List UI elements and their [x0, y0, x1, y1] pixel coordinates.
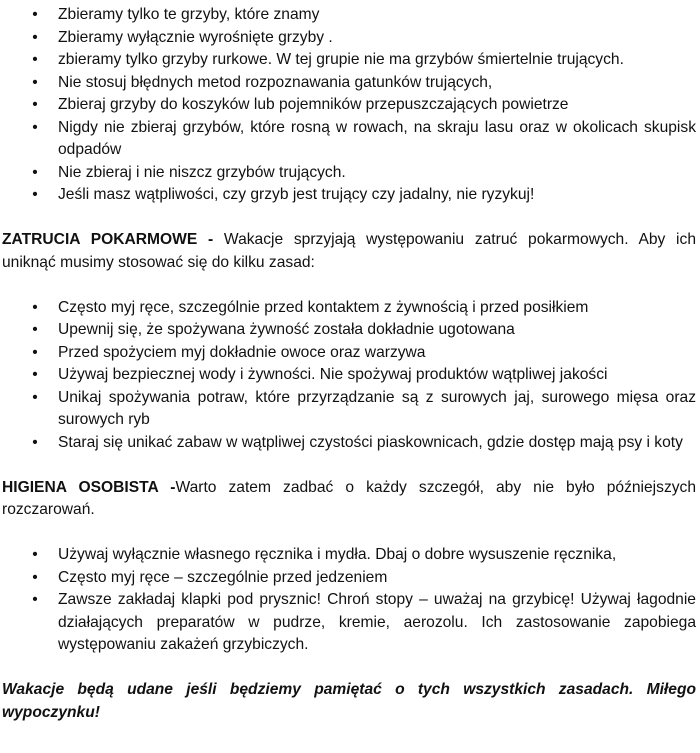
- bullet-icon: [30, 567, 40, 590]
- bullet-icon: [30, 297, 40, 320]
- food-poisoning-intro: Wakacje sprzyjają występowaniu zatruć pokarmowych. Aby ich uniknąć musimy stosować się do kilku zasad:: [2, 231, 696, 271]
- list-item: • Zawsze zakładaj klapki pod prysznic! Chroń stopy – uważaj na grzybicę! Używaj łagodnie działających preparatów w pudrze, kremie, aerozolu. Ich zastosowanie zapobiega występowaniu zakażeń grzybiczych.: [2, 589, 696, 657]
- spacer: [2, 657, 696, 680]
- list-item: • Staraj się unikać zabaw w wątpliwej czystości piaskownicach, gdzie dostęp mają psy i koty: [2, 432, 696, 455]
- list-item: • Nie stosuj błędnych metod rozpoznawania gatunków trujących,: [2, 72, 696, 95]
- bullet-icon: [30, 319, 40, 342]
- bullet-icon: [30, 72, 40, 95]
- hygiene-paragraph: [2, 477, 696, 522]
- bullet-icon: [30, 49, 40, 72]
- list-item: • Unikaj spożywania potraw, które przyrządzanie są z surowych jaj, surowego mięsa oraz surowych ryb: [2, 387, 696, 432]
- bullet-icon: [30, 4, 40, 27]
- list-item: • Przed spożyciem myj dokładnie owoce oraz warzywa: [2, 342, 696, 365]
- list-item: • Zbieramy tylko te grzyby, które znamy: [2, 4, 696, 27]
- hygiene-heading: HIGIENA OSOBISTA -: [2, 478, 176, 496]
- bullet-icon: [30, 94, 40, 117]
- bullet-icon: [30, 342, 40, 365]
- bullet-icon: [30, 544, 40, 567]
- bullet-icon: [30, 589, 40, 612]
- bullet-icon: [30, 27, 40, 50]
- bullet-icon: [30, 432, 40, 455]
- list-item: • Często myj ręce – szczególnie przed jedzeniem: [2, 567, 696, 590]
- list-item: • Nigdy nie zbieraj grzybów, które rosną w rowach, na skraju lasu oraz w okolicach skupisk odpadów: [2, 117, 696, 162]
- list-item: • Zbieramy wyłącznie wyrośnięte grzyby .: [2, 27, 696, 50]
- list-item: • Nie zbieraj i nie niszcz grzybów trujących.: [2, 162, 696, 185]
- spacer: [2, 454, 696, 477]
- food-poisoning-heading: ZATRUCIA POKARMOWE -: [2, 231, 214, 248]
- bullet-icon: [30, 364, 40, 387]
- list-item: • zbieramy tylko grzyby rurkowe. W tej grupie nie ma grzybów śmiertelnie trujących.: [2, 49, 696, 72]
- hygiene-rules-list: [2, 544, 696, 657]
- spacer: [2, 207, 696, 230]
- list-item: • Często myj ręce, szczególnie przed kontaktem z żywnością i przed posiłkiem: [2, 297, 696, 320]
- food-rules-list: [2, 297, 696, 455]
- spacer: [2, 274, 696, 297]
- list-item: • Upewnij się, że spożywana żywność została dokładnie ugotowana: [2, 319, 696, 342]
- bullet-icon: [30, 162, 40, 185]
- mushroom-rules-list: [2, 4, 696, 207]
- hygiene-intro: Warto zatem zadbać o każdy szczegół, aby nie było późniejszych rozczarowań.: [2, 478, 697, 518]
- spacer: [2, 522, 696, 545]
- closing-statement: Wakacje będą udane jeśli będziemy pamiętać o tych wszystkich zasadach. Miłego wypoczynku!: [2, 681, 696, 721]
- list-item: • Używaj wyłącznie własnego ręcznika i mydła. Dbaj o dobre wysuszenie ręcznika,: [2, 544, 696, 567]
- food-poisoning-paragraph: [2, 229, 696, 274]
- bullet-icon: [30, 117, 40, 140]
- list-item: • Jeśli masz wątpliwości, czy grzyb jest trujący czy jadalny, nie ryzykuj!: [2, 184, 696, 207]
- list-item: • Używaj bezpiecznej wody i żywności. Nie spożywaj produktów wątpliwej jakości: [2, 364, 696, 387]
- bullet-icon: [30, 387, 40, 410]
- list-item: • Zbieraj grzyby do koszyków lub pojemników przepuszczających powietrze: [2, 94, 696, 117]
- bullet-icon: [30, 184, 40, 207]
